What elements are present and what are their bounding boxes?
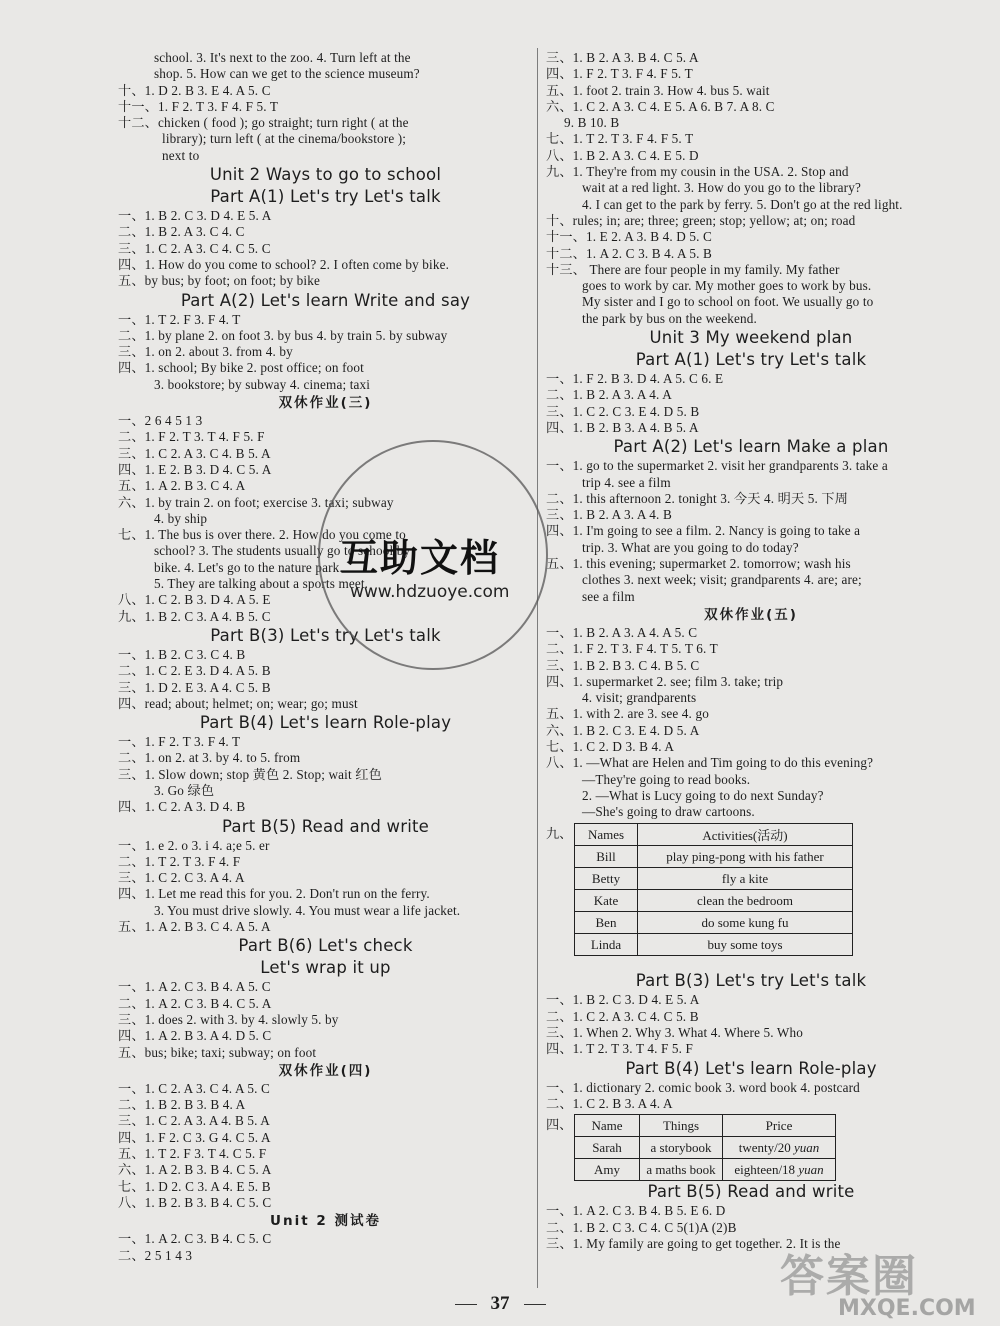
right-column <box>546 50 956 1252</box>
section-heading: Let's wrap it up <box>260 958 391 978</box>
answer-line: 六、1. by train 2. on foot; exercise 3. taxi; subway <box>118 494 394 510</box>
table-row <box>575 934 853 956</box>
table-header-cell: Activities(活动) <box>638 824 853 846</box>
answer-line: 三、1. C 2. C 3. E 4. D 5. B <box>546 403 700 419</box>
answer-line: 四、1. supermarket 2. see; film 3. take; trip <box>546 673 784 689</box>
answer-line: 七、1. The bus is over there. 2. How do you come to <box>118 527 406 543</box>
answer-line: 二、1. by plane 2. on foot 3. by bus 4. by train 5. by subway <box>118 327 448 343</box>
answer-line: 三、1. C 2. A 3. C 4. C 5. C <box>118 240 271 256</box>
section-heading: Part B(4) Let's learn Role-play <box>199 713 452 733</box>
table-four-label: 四、 <box>546 1117 573 1133</box>
section-heading: Unit 2 Ways to go to school <box>209 165 442 185</box>
answer-line: 四、1. E 2. B 3. D 4. C 5. A <box>118 461 272 477</box>
section-heading: Part B(5) Read and write <box>647 1182 855 1202</box>
answer-line: 一、1. B 2. C 3. C 4. B <box>118 646 246 662</box>
table-cell: a maths book <box>640 1159 723 1181</box>
answer-line: 2. —What is Lucy going to do next Sunday? <box>582 787 824 803</box>
answer-line: 三、1. B 2. A 3. A 4. B <box>546 507 672 523</box>
right-column-top <box>546 50 956 820</box>
answer-line: 六、1. A 2. B 3. B 4. C 5. A <box>118 1162 272 1178</box>
answer-line: 三、1. C 2. A 3. A 4. B 5. A <box>118 1113 270 1129</box>
answer-line: 四、1. How do you come to school? 2. I often come by bike. <box>118 256 450 272</box>
page-dash-right <box>524 1304 546 1306</box>
answer-line: 五、1. with 2. are 3. see 4. go <box>546 706 709 722</box>
watermark-title: 答案圈 <box>780 1251 918 1302</box>
answer-line: 二、1. on 2. at 3. by 4. to 5. from <box>118 750 301 766</box>
answer-line: 二、1. F 2. T 3. T 4. F 5. F <box>118 429 265 445</box>
answer-line: —She's going to draw cartoons. <box>582 804 755 820</box>
answer-line: 六、1. C 2. A 3. C 4. E 5. A 6. B 7. A 8. C <box>546 98 775 114</box>
table-cell: buy some toys <box>638 934 853 956</box>
section-subheading: 双休作业(五) <box>704 606 798 623</box>
table-header-row <box>575 1115 836 1137</box>
answer-line: 二、1. C 2. B 3. A 4. A <box>546 1095 673 1111</box>
answer-line: 二、1. C 2. A 3. C 4. C 5. B <box>546 1008 699 1024</box>
answer-line: 三、1. B 2. B 3. C 4. B 5. C <box>546 657 700 673</box>
table-cell: Ben <box>575 912 638 934</box>
answer-line: 四、1. T 2. T 3. T 4. F 5. F <box>546 1041 694 1057</box>
section-heading: Part A(1) Let's try Let's talk <box>210 187 441 207</box>
table-cell: clean the bedroom <box>638 890 853 912</box>
currency-unit: yuan <box>793 1139 820 1155</box>
section-heading: Part A(2) Let's learn Make a plan <box>613 437 889 457</box>
table-cell: Sarah <box>575 1137 640 1159</box>
table-cell: Linda <box>575 934 638 956</box>
answer-line: 十、rules; in; are; three; green; stop; yellow; at; on; road <box>546 212 856 228</box>
answer-line: 三、1. Slow down; stop 黄色 2. Stop; wait 红色 <box>118 766 382 782</box>
price-table <box>574 1114 836 1181</box>
answer-line: 五、1. this evening; supermarket 2. tomorrow; wash his <box>546 556 851 572</box>
answer-line: 一、1. A 2. C 3. B 4. A 5. C <box>118 979 271 995</box>
answer-line: trip 4. see a film <box>582 474 671 490</box>
answer-line: 4. by ship <box>154 510 208 526</box>
answer-line: 一、1. A 2. C 3. B 4. B 5. E 6. D <box>546 1203 726 1219</box>
answer-line: 三、1. B 2. A 3. B 4. C 5. A <box>546 50 699 65</box>
table-cell: a storybook <box>640 1137 723 1159</box>
table-cell: Betty <box>575 868 638 890</box>
stamp-title: 互助文档 <box>340 536 501 580</box>
answer-line: 三、1. C 2. C 3. A 4. A <box>118 870 245 886</box>
answer-line: 十二、chicken ( food ); go straight; turn right ( at the <box>118 115 409 131</box>
price-table-block <box>546 1114 956 1181</box>
answer-line: shop. 5. How can we get to the science museum? <box>154 66 420 82</box>
activities-table <box>574 823 853 956</box>
answer-line: 四、1. F 2. C 3. G 4. C 5. A <box>118 1129 271 1145</box>
answer-line: 三、1. on 2. about 3. from 4. by <box>118 344 293 360</box>
answer-line: 八、1. —What are Helen and Tim going to do this evening? <box>546 755 874 771</box>
answer-line: 五、1. foot 2. train 3. How 4. bus 5. wait <box>546 82 770 98</box>
answer-line: 二、1. B 2. A 3. C 4. C <box>118 224 245 240</box>
answer-line: the park by bus on the weekend. <box>582 310 757 326</box>
table-cell: eighteen/18 yuan <box>723 1159 836 1181</box>
answer-line: 七、1. T 2. T 3. F 4. F 5. T <box>546 131 694 147</box>
answer-line: 一、1. F 2. B 3. D 4. A 5. C 6. E <box>546 371 724 387</box>
section-heading: Part B(3) Let's try Let's talk <box>210 625 441 645</box>
answer-line: 三、1. My family are going to get together. 2. It is the <box>546 1235 841 1251</box>
answer-line: school? 3. The students usually go to school by <box>154 543 411 559</box>
answer-line: 四、1. B 2. B 3. A 4. B 5. A <box>546 419 699 435</box>
answer-line: 十二、1. A 2. C 3. B 4. A 5. B <box>546 245 712 261</box>
activities-table-block <box>546 823 956 956</box>
table-row <box>575 1137 836 1159</box>
section-subheading: 双休作业(三) <box>278 395 373 412</box>
answer-line: 一、1. e 2. o 3. i 4. a;e 5. er <box>118 837 270 853</box>
page-dash-left <box>455 1304 477 1306</box>
answer-line: see a film <box>582 588 635 604</box>
table-cell: Kate <box>575 890 638 912</box>
answer-line: school. 3. It's next to the zoo. 4. Turn left at the <box>154 50 411 65</box>
table-header-cell: Price <box>723 1115 836 1137</box>
watermark-url: MXQE.COM <box>838 1296 976 1321</box>
answer-line: 四、read; about; helmet; on; wear; go; must <box>118 695 358 711</box>
answer-line: 二、1. B 2. B 3. B 4. A <box>118 1097 246 1113</box>
table-row <box>575 912 853 934</box>
answer-line: 一、1. dictionary 2. comic book 3. word book 4. postcard <box>546 1079 860 1095</box>
section-subheading: Unit 2 测试卷 <box>270 1213 381 1230</box>
answer-line: 一、1. C 2. A 3. C 4. A 5. C <box>118 1080 270 1096</box>
answer-line: 五、1. T 2. F 3. T 4. C 5. F <box>118 1146 267 1162</box>
section-heading: Part B(4) Let's learn Role-play <box>625 1058 877 1078</box>
answer-line: 八、1. C 2. B 3. D 4. A 5. E <box>118 592 271 608</box>
answer-line: 九、1. They're from my cousin in the USA. 2. Stop and <box>546 164 849 180</box>
answer-line: 一、1. go to the supermarket 2. visit her grandparents 3. take a <box>546 458 888 474</box>
table-nine-label: 九、 <box>546 826 573 842</box>
answer-line: 八、1. B 2. B 3. B 4. C 5. C <box>118 1194 272 1210</box>
table-row <box>575 868 853 890</box>
answer-line: 二、1. F 2. T 3. F 4. T 5. T 6. T <box>546 641 718 657</box>
section-heading: Part B(6) Let's check <box>238 936 413 956</box>
table-header-row <box>575 824 853 846</box>
answer-line: trip. 3. What are you going to do today? <box>582 539 799 555</box>
table-cell: twenty/20 yuan <box>723 1137 836 1159</box>
right-column-middle <box>546 970 956 1112</box>
section-heading: Part A(2) Let's learn Write and say <box>180 290 471 310</box>
answer-line: 四、1. Let me read this for you. 2. Don't run on the ferry. <box>118 886 430 902</box>
answer-line: 二、1. C 2. E 3. D 4. A 5. B <box>118 663 271 679</box>
table-cell: do some kung fu <box>638 912 853 934</box>
answer-line: 3. You must drive slowly. 4. You must wear a life jacket. <box>154 902 461 918</box>
section-subheading: 双休作业(四) <box>278 1062 373 1079</box>
answer-line: 十一、1. E 2. A 3. B 4. D 5. C <box>546 229 712 245</box>
answer-line: 三、1. C 2. A 3. C 4. B 5. A <box>118 445 271 461</box>
table-cell: fly a kite <box>638 868 853 890</box>
answer-line: 六、1. B 2. C 3. E 4. D 5. A <box>546 722 700 738</box>
answer-line: 一、1. B 2. C 3. D 4. E 5. A <box>118 208 272 224</box>
answer-line: 二、1. B 2. C 3. C 4. C 5(1)A (2)B <box>546 1219 737 1235</box>
answer-line: 4. I can get to the park by ferry. 5. Don't go at the red light. <box>582 196 903 212</box>
answer-line: 五、by bus; by foot; on foot; by bike <box>118 273 320 289</box>
answer-line: 一、1. A 2. C 3. B 4. C 5. C <box>118 1231 272 1247</box>
answer-line: 十、1. D 2. B 3. E 4. A 5. C <box>118 82 271 98</box>
answer-line: 一、2 6 4 5 1 3 <box>118 413 203 429</box>
answer-line: 三、1. When 2. Why 3. What 4. Where 5. Who <box>546 1025 803 1041</box>
answer-line: 二、1. A 2. C 3. B 4. C 5. A <box>118 995 272 1011</box>
answer-line: —They're going to read books. <box>582 771 751 787</box>
answer-line: 3. bookstore; by subway 4. cinema; taxi <box>154 376 371 392</box>
answer-line: wait at a red light. 3. How do you go to the library? <box>582 180 861 196</box>
answer-line: 五、1. A 2. B 3. C 4. A 5. A <box>118 919 271 935</box>
answer-line: clothes 3. next week; visit; grandparents 4. are; are; <box>582 572 862 588</box>
answer-line: 七、1. D 2. C 3. A 4. E 5. B <box>118 1178 271 1194</box>
answer-line: 三、1. does 2. with 3. by 4. slowly 5. by <box>118 1011 339 1027</box>
answer-line: 9. B 10. B <box>564 115 620 131</box>
table-header-cell: Name <box>575 1115 640 1137</box>
answer-line: 一、1. B 2. C 3. D 4. E 5. A <box>546 992 700 1008</box>
stamp-url: www.hdzuoye.com <box>350 582 510 602</box>
answer-line: 3. Go 绿色 <box>154 782 215 798</box>
answer-line: bike. 4. Let's go to the nature park. <box>154 559 343 575</box>
answer-line: 四、1. school; By bike 2. post office; on foot <box>118 360 364 376</box>
answer-line: 八、1. B 2. A 3. C 4. E 5. D <box>546 147 699 163</box>
answer-line: 一、1. T 2. F 3. F 4. T <box>118 311 241 327</box>
table-cell: play ping-pong with his father <box>638 846 853 868</box>
answer-line: 十三、 There are four people in my family. My father <box>546 261 840 277</box>
answer-line: goes to work by car. My mother goes to work by bus. <box>582 278 872 294</box>
answer-line: 四、1. I'm going to see a film. 2. Nancy is going to take a <box>546 523 861 539</box>
table-row <box>575 890 853 912</box>
answer-line: 一、1. B 2. A 3. A 4. A 5. C <box>546 624 698 640</box>
answer-line: 七、1. C 2. D 3. B 4. A <box>546 738 675 754</box>
answer-line: 四、1. C 2. A 3. D 4. B <box>118 799 246 815</box>
answer-line: 九、1. B 2. C 3. A 4. B 5. C <box>118 608 271 624</box>
answer-line: 四、1. F 2. T 3. F 4. F 5. T <box>546 66 693 82</box>
answer-line: 二、1. B 2. A 3. A 4. A <box>546 387 672 403</box>
answer-line: 三、1. D 2. E 3. A 4. C 5. B <box>118 679 271 695</box>
section-heading: Part B(5) Read and write <box>221 816 430 836</box>
answer-line: 十一、1. F 2. T 3. F 4. F 5. T <box>118 98 279 114</box>
answer-line: 一、1. F 2. T 3. F 4. T <box>118 734 241 750</box>
answer-line: 四、1. A 2. B 3. A 4. D 5. C <box>118 1028 272 1044</box>
answer-line: 二、2 5 1 4 3 <box>118 1247 193 1263</box>
answer-line: 五、bus; bike; taxi; subway; on foot <box>118 1044 317 1060</box>
answer-line: next to <box>162 147 200 163</box>
table-row <box>575 1159 836 1181</box>
answer-line: 二、1. T 2. T 3. F 4. F <box>118 853 241 869</box>
table-header-cell: Names <box>575 824 638 846</box>
table-row <box>575 846 853 868</box>
answer-line: My sister and I go to school on foot. We usually go to <box>582 294 874 310</box>
table-cell: Bill <box>575 846 638 868</box>
table-header-cell: Things <box>640 1115 723 1137</box>
section-heading: Part A(1) Let's try Let's talk <box>635 350 867 370</box>
section-heading: Unit 3 My weekend plan <box>649 328 853 348</box>
page-number: 37 <box>490 1293 510 1314</box>
table-cell: Amy <box>575 1159 640 1181</box>
answer-line: 二、1. this afternoon 2. tonight 3. 今天 4. 明天 5. 下周 <box>546 490 849 506</box>
currency-unit: yuan <box>798 1161 824 1177</box>
section-heading: Part B(3) Let's try Let's talk <box>635 971 867 991</box>
answer-line: library); turn left ( at the cinema/bookstore ); <box>162 131 407 147</box>
answer-line: 五、1. A 2. B 3. C 4. A <box>118 478 246 494</box>
answer-line: 5. They are talking about a sports meet. <box>154 576 369 592</box>
answer-line: 4. visit; grandparents <box>582 690 697 706</box>
column-divider <box>537 48 538 1288</box>
